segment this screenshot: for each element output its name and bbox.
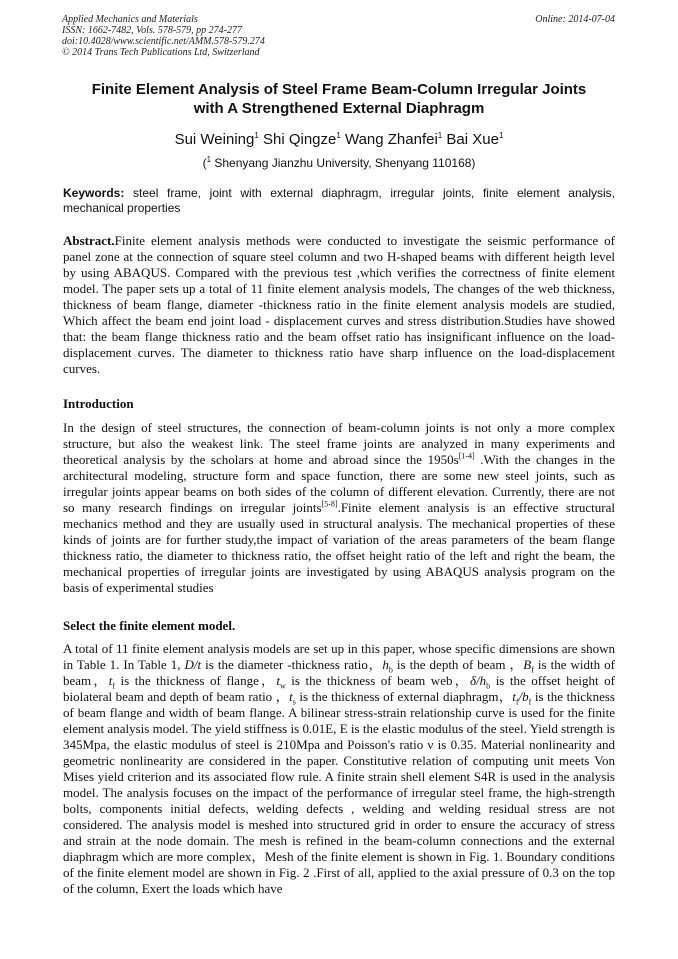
abstract-text: Finite element analysis methods were conducted to investigate the seismic performance of panel zone at the connection of square steel column and two H-shaped beams with different heigth level by using ABAQUS. Compared with the previous test ,which verifies the correctness of finite element model. The paper sets up a total of 11 finite element analysis models, The changes of the web thickness, thickness of beam flange, diameter -thickness ratio in the finite element analysis models are studied, Which affect the beam end joint load - displacement curves and stress distribution.Studies have showed that: the beam flange thickness ratio and the beam offset ratio has insignificant influence on the load-displacement curves. The diameter to thickness ratio have sharp influence on the load-displacement curves.: [63, 233, 615, 376]
introduction-heading: Introduction: [63, 396, 134, 411]
model-text-7: is the offset height of biolateral beam and depth of beam ratio ，: [63, 673, 616, 704]
model-text-8: is the thickness of external diaphragm，: [295, 689, 513, 704]
symbol-tf-bf-sub-2: f: [528, 697, 532, 707]
author-4: Bai Xue: [446, 131, 499, 148]
model-text-5: is the thickness of flange，: [115, 673, 277, 688]
journal-name: Applied Mechanics and Materials: [62, 14, 198, 25]
copyright-line: © 2014 Trans Tech Publications Ltd, Switzerland: [62, 47, 260, 58]
intro-text-3: .Finite element analysis is an effective structural mechanics method and they are usually used in structural analysis. The mechanical properties of these kinds of joints are for further study,the impact of variation of the areas parameters of the beam flange thickness ratio, the diameter to thickness ratio, the offset height ratio of the left and right the beam, the mechanical properties of irregular joints are investigated by using ABAQUS analysis program on the basis of experimental studies: [63, 500, 615, 595]
intro-text-1: In the design of steel structures, the connection of beam-column joints is not only a more complex structure, but also the weakest link. The steel frame joints are analyzed in many experiments and theoretical analysis by the scholars at home and abroad since the 1950s: [63, 420, 615, 467]
symbol-offset: δ/h: [470, 673, 487, 688]
intro-text-2: .With the changes in the architectural modeling, structure form and space function, there are some new steel joints, such as irregular joints appear beams on both sides of the column of different elevation. Currently, there are not so many research findings on irregular joints: [63, 452, 615, 515]
keywords-block: [63, 186, 615, 216]
intro-ref-1: [1-4]: [458, 451, 475, 461]
symbol-bf-sub: f: [531, 665, 534, 675]
symbol-ts: t: [289, 689, 293, 704]
author-4-mark: 1: [498, 131, 504, 140]
symbol-tf-bf-sub-1: f: [515, 697, 519, 707]
symbol-dt: D/t: [184, 657, 202, 672]
model-text-6: is the thickness of beam web，: [285, 673, 471, 688]
section-model-paragraph: [63, 641, 615, 897]
symbol-tf-sub: f: [112, 681, 115, 691]
model-text-9: is the thickness of beam flange and width of beam flange. A bilinear stress-strain relationship curve is used for the finite element analysis model. The yield stiffness is 0.01E, E is the elastic modulus of the steel. Yield strength is 345Mpa, the elastic modulus of steel is 210Mpa and Poisson's ratio ν is 0.35. Material nonlinearity and geometric nonlinearity are considered in the paper. Constitutive relation of computing unit meets Von Mises yield criterion and its associated flow rule. A finite strain shell element S4R is used in the analysis model. The analysis focuses on the impact of the performance of irregular steel frame, the high-strength bolts, components initial defects, welding defects , welding and welding residual stress are not considered. The analysis model is meshed into structured grid in order to ensure the accuracy of stress and strain at the node domain. The mesh is refined in the beam-column connections and the external diaphragm which are more complex，Mesh of the finite element is shown in Fig. 1. Boundary conditions of the finite element model are shown in Fig. 2 .First of all, applied to the axial pressure of 0.3 on the top of the column, Exert the loads which have: [63, 689, 615, 896]
intro-ref-2: [5-8]: [321, 499, 338, 509]
symbol-tw-sub: w: [280, 681, 286, 691]
model-text-3: is the depth of beam ，: [392, 657, 524, 672]
keywords-label: Keywords:: [63, 186, 125, 200]
affiliation: ($^1$ Shenyang Jianzhu University, Shenyang 110168): [202, 155, 476, 170]
symbol-ts-sub: s: [292, 697, 296, 707]
symbol-hb-sub: b: [388, 665, 393, 675]
keywords-text: steel frame, joint with external diaphragm, irregular joints, finite element analysis, mechanical properties: [63, 186, 615, 215]
symbol-tf-bf-mid: /b: [518, 689, 529, 704]
author-2-mark: 1: [336, 131, 341, 140]
model-text-4: is the width of beam，: [63, 657, 616, 688]
abstract-paragraph: [63, 233, 615, 377]
symbol-offset-sub: b: [486, 681, 491, 691]
abstract-label: Abstract.: [63, 233, 115, 248]
section-model-heading: Select the finite element model.: [63, 618, 236, 633]
model-text-1: A total of 11 finite element analysis models are set up in this paper, whose specific dimensions are shown in Table 1. In Table 1,: [63, 641, 615, 672]
author-2: Shi Qingze: [262, 131, 337, 148]
symbol-tf: t: [108, 673, 113, 688]
doi-line: doi:10.4028/www.scientific.net/AMM.578-579.274: [62, 36, 265, 47]
title-line-1: Finite Element Analysis of Steel Frame Beam-Column Irregular Joints: [91, 81, 587, 98]
journal-header: [62, 14, 615, 58]
model-text-2: is the diameter -thickness ratio，: [201, 657, 383, 672]
symbol-hb: h: [382, 657, 389, 672]
affiliation-text: Shenyang Jianzhu University, Shenyang 110168: [214, 156, 472, 170]
online-date: Online: 2014-07-04: [535, 14, 615, 25]
symbol-tf-bf: t: [512, 689, 516, 704]
author-1-mark: 1: [254, 131, 259, 140]
symbol-tw: t: [276, 673, 280, 688]
affiliation-mark: 1: [206, 155, 212, 164]
author-3-mark: 1: [437, 131, 443, 140]
introduction-paragraph: [63, 420, 615, 596]
author-list: [60, 130, 618, 149]
author-3: Wang Zhanfei: [344, 131, 438, 148]
author-1: Sui Weining: [174, 131, 255, 148]
symbol-bf: B: [523, 657, 532, 672]
issn-line: ISSN: 1662-7482, Vols. 578-579, pp 274-277: [62, 25, 242, 36]
paper-title: [60, 80, 618, 118]
title-line-2: with A Strengthened External Diaphragm: [193, 100, 485, 117]
